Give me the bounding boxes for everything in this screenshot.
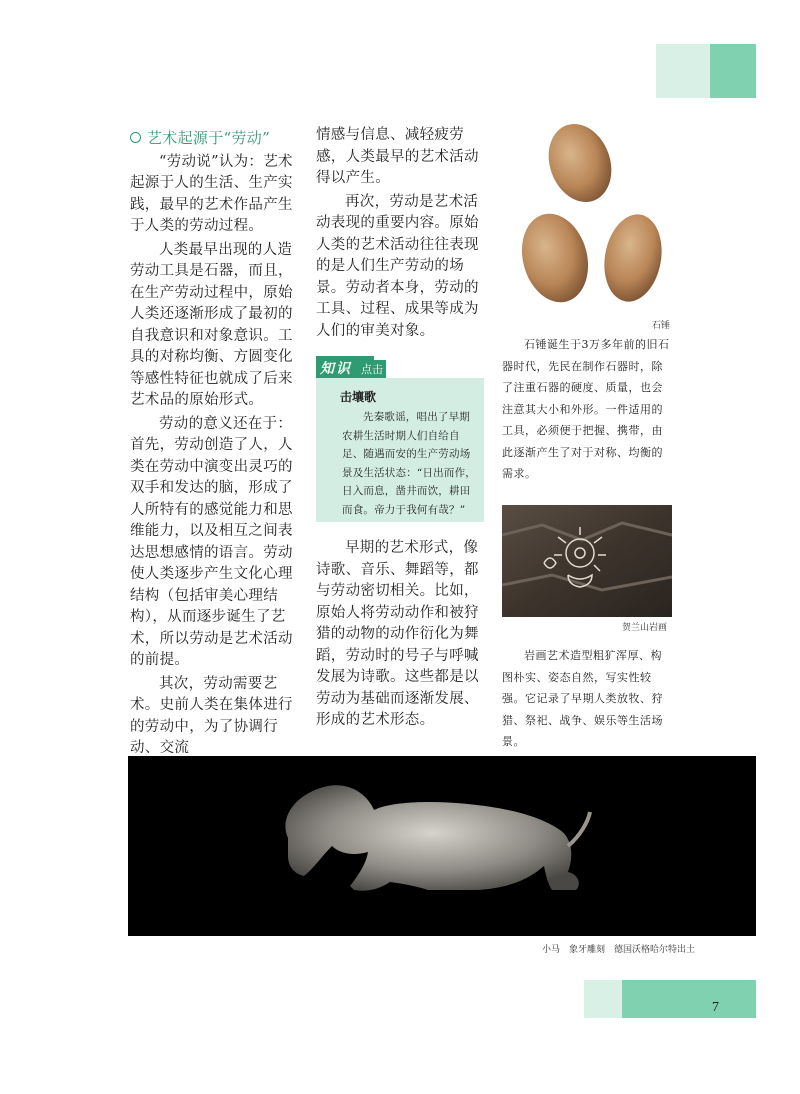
knowledge-tip-header — [316, 356, 396, 378]
stone-2 — [512, 206, 597, 309]
stone-hammers-image — [505, 115, 675, 315]
stone-1 — [538, 115, 622, 211]
column-1 — [130, 128, 300, 762]
paragraph: 人类最早出现的人造劳动工具是石器，而且，在生产劳动过程中，原始人类还逐渐形成了最初的自我意识和对象意识。工具的对称均衡、方圆变化等感性特征也就成了后来艺术品的原始形式。 — [130, 241, 293, 408]
paragraph: 早期的艺术形式，像诗歌、音乐、舞蹈等，都与劳动密切相关。比如，原始人将劳动动作和被狩猎的动物的动作衍化为舞蹈，劳动时的号子与呼喊发展为诗歌。这些都是以劳动为基础而逐渐发展、形成的艺术形态。 — [316, 540, 479, 728]
rock-art-label: 贺兰山岩画 — [622, 623, 668, 633]
stones-caption: 石锤诞生于3万多年前的旧石器时代，先民在制作石器时，除了注重石器的硬度、质量，也会注意其大小和外形。一件适用的工具，必须便于把握、携带，由此逐渐产生了对于对称、均衡的需求。 — [502, 338, 670, 480]
stone-3 — [598, 210, 668, 306]
rock-art-image — [502, 505, 672, 617]
ivory-horse-image — [128, 756, 756, 936]
tip-label-click: 点击 — [358, 360, 386, 378]
paragraph: 再次，劳动是艺术活动表现的重要内容。原始人类的艺术活动往往表现的是人们生产劳动的场景。劳动者本身，劳动的工具、过程、成果等成为人们的审美对象。 — [316, 193, 479, 339]
bottom-right-deco-light — [584, 980, 622, 1018]
paragraph: 情感与信息、减轻疲劳感，人类最早的艺术活动得以产生。 — [316, 127, 479, 186]
tip-text: 先秦歌谣，唱出了早期农耕生活时期人们自给自足、随遇而安的生产劳动场景及生活状态：“日出而作，日入而息，凿井而饮，耕田而食。帝力于我何有哉？” — [342, 411, 476, 516]
page-number: 7 — [712, 1000, 719, 1015]
section-title: 艺术起源于“劳动” — [130, 128, 300, 150]
paragraph: “劳动说”认为：艺术起源于人的生活、生产实践，最早的艺术作品产生于人类的劳动过程。 — [130, 153, 293, 234]
circle-bullet-icon — [130, 132, 141, 143]
column-2-lower — [316, 538, 486, 734]
top-right-deco-light — [656, 44, 710, 98]
rock-art-caption: 岩画艺术造型粗犷浑厚、构图朴实、姿态自然，写实性较强。它记录了早期人类放牧、狩猎、祭祀、战争、娱乐等生活场景。 — [502, 649, 663, 748]
horse-caption: 小马 象牙雕刻 德国沃格哈尔特出土 — [542, 945, 696, 955]
tip-label: 知识 — [320, 361, 352, 377]
paragraph: 其次，劳动需要艺术。史前人类在集体进行的劳动中，为了协调行动、交流 — [130, 675, 293, 756]
stones-label: 石锤 — [652, 321, 671, 331]
column-2 — [316, 125, 486, 344]
paragraph: 劳动的意义还在于：首先，劳动创造了人，人类在劳动中演变出灵巧的双手和发达的脑，形成了人所特有的感觉能力和思维能力，以及相互之间表达思想感情的语言。劳动使人类逐步产生文化心理结构（包括审美心理结构），从而逐步诞生了艺术，所以劳动是艺术活动的前提。 — [130, 415, 293, 668]
top-right-deco-accent — [710, 44, 756, 98]
tip-title: 击壤歌 — [340, 390, 377, 404]
bottom-right-deco-accent — [622, 980, 756, 1018]
